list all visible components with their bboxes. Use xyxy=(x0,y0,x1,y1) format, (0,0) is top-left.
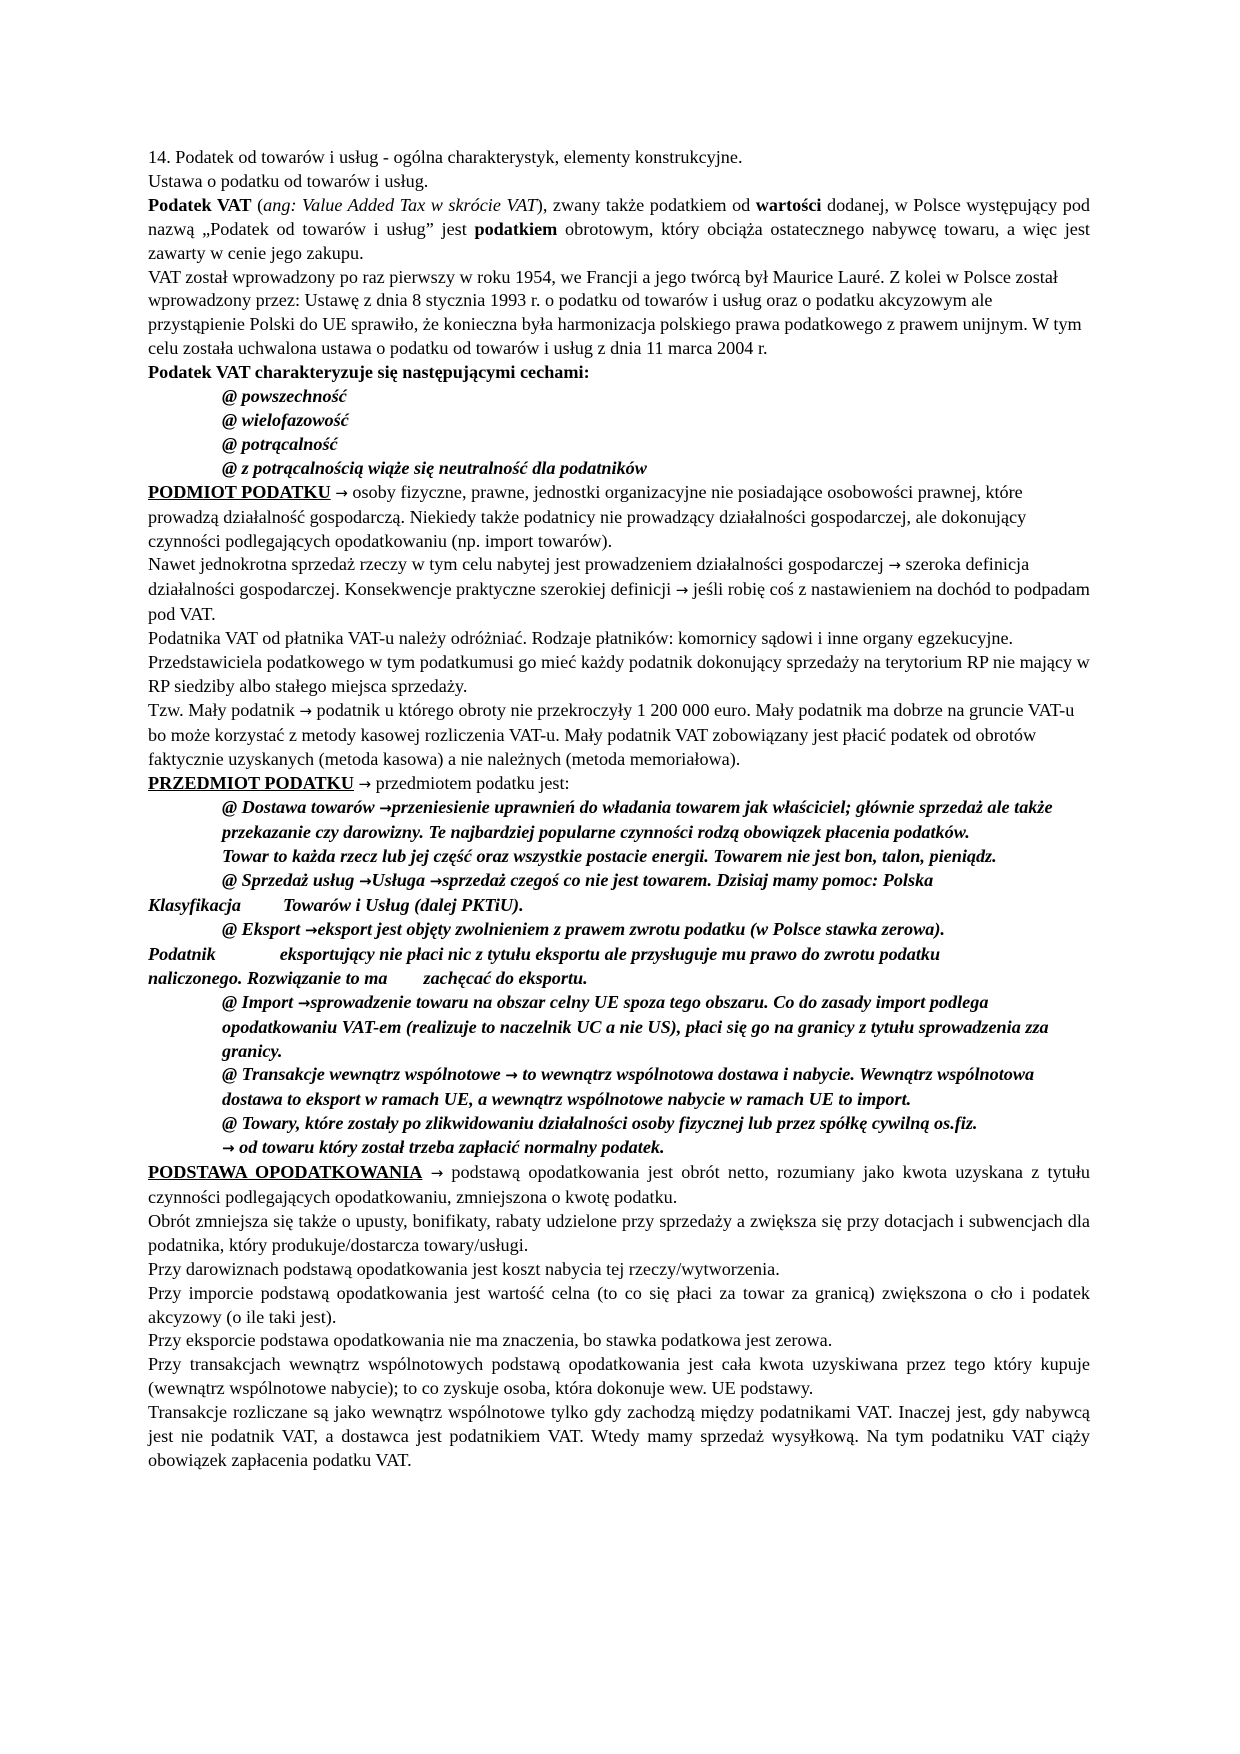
arrow-icon: → xyxy=(379,799,392,818)
features-heading: Podatek VAT charakteryzuje się następującymi cechami: xyxy=(148,362,590,383)
list-item: @ Transakcje wewnątrz wspólnotowe → to wewnątrz wspólnotowa dostawa i nabycie. Wewnątrz wspólnotowa dostawa to eksport w ramach UE, a wewnątrz wspólnotowe nabycie w ramach UE to import. xyxy=(222,1064,1035,1110)
feature-item: @ powszechność xyxy=(222,386,347,407)
arrow-icon: → xyxy=(430,1164,444,1183)
podmiot-paragraph-3: Podatnika VAT od płatnika VAT-u należy odróżniać. Rodzaje płatników: komornicy sądowi i inne organy egzekucyjne. xyxy=(148,628,1014,649)
podmiot-paragraph: PODMIOT PODATKU → osoby fizyczne, prawne, jednostki organizacyjne nie posiadające osobowości prawnej, które prowadzą działalność gospodarczą. Niekiedy także podatnicy nie prowadzący działalności gospodarczej, ale dokonujący czynności podlegających opodatkowaniu (np. import towarów). xyxy=(148,481,1027,551)
arrow-icon: → xyxy=(888,556,901,575)
list-item: @ Sprzedaż usług →Usługa →sprzedaż czegoś co nie jest towarem. Dzisiaj mamy pomoc: Polska xyxy=(222,870,934,891)
section-title: 14. Podatek od towarów i usług - ogólna charakterystyk, elementy konstrukcyjne. xyxy=(148,147,743,167)
przedmiot-list xyxy=(148,796,1090,1161)
arrow-icon: → xyxy=(505,1066,518,1085)
vat-term: Podatek VAT xyxy=(148,194,252,215)
list-item-continued: Klasyfikacja Towarów i Usług (dalej PKTiU). xyxy=(148,895,524,916)
intro-paragraph: Podatek VAT (ang: Value Added Tax w skrócie VAT), zwany także podatkiem od wartości dodanej, w Polsce występujący pod nazwą „Podatek od towarów i usług” jest podatkiem obrotowym, który obciąża ostatecznego nabywcę towaru, a więc jest zawarty w cenie jego zakupu. xyxy=(148,194,1091,263)
list-item: @ Import →sprowadzenie towaru na obszar celny UE spoza tego obszaru. Co do zasady import podlega opodatkowaniu VAT-em (realizuje to naczelnik UC a nie US), płaci się go na granicy z tytułu sprowadzenia zza granicy. xyxy=(222,991,1049,1061)
feature-item: @ potrącalność xyxy=(222,433,338,454)
feature-item: @ wielofazowość xyxy=(222,409,349,430)
przedmiot-heading: PRZEDMIOT PODATKU xyxy=(148,772,354,793)
arrow-icon: → xyxy=(222,1139,235,1158)
podstawa-paragraph-2: Obrót zmniejsza się także o upusty, bonifikaty, rabaty udzielone przy sprzedaży a zwiększa się przy dotacjach i subwencjach dla podatnika, który produkuje/dostarcza towary/usługi. xyxy=(148,1210,1090,1255)
arrow-icon: → xyxy=(358,872,372,891)
podstawa-paragraph-4: Przy imporcie podstawą opodatkowania jest wartość celna (to co się płaci za towar za granicą) zwiększona o cło i podatek akcyzowy (o ile taki jest). xyxy=(148,1282,1090,1327)
list-item: @ Dostawa towarów →przeniesienie uprawnień do władania towarem jak właściciel; głównie sprzedaż ale także przekazanie czy darowizny. Te najbardziej popularne czynności rodzą obowiązek płacenia podatków. xyxy=(222,797,1053,843)
podstawa-paragraph-5: Przy eksporcie podstawa opodatkowania nie ma znaczenia, bo stawka podatkowa jest zerowa. xyxy=(148,1330,833,1351)
list-item-continued: naliczonego. Rozwiązanie to ma zachęcać do eksportu. xyxy=(148,967,588,988)
podstawa-paragraph-6: Przy transakcjach wewnątrz wspólnotowych podstawą opodatkowania jest cała kwota uzyskiwana przez tego który kupuje (wewnątrz wspólnotowe nabycie); to co zyskuje osoba, która dokonuje wew. UE podstawy. xyxy=(148,1354,1090,1399)
podmiot-paragraph-4: Przedstawiciela podatkowego w tym podatkumusi go mieć każdy podatnik dokonujący sprzedaży na terytorium RP nie mający w RP siedziby albo stałego miejsca sprzedaży. xyxy=(148,652,1090,696)
podmiot-paragraph-5: Tzw. Mały podatnik → podatnik u którego obroty nie przekroczyły 1 200 000 euro. Mały podatnik ma dobrze na gruncie VAT-u bo może korzystać z metody kasowej rozliczenia VAT-u. Mały podatnik VAT zobowiązany jest płacić podatek od obrotów faktycznie uzyskanych (metoda kasowa) a nie należnych (metoda memoriałowa). xyxy=(148,699,1075,769)
podmiot-paragraph-2: Nawet jednokrotna sprzedaż rzeczy w tym celu nabytej jest prowadzeniem działalności gospodarczej → szeroka definicja działalności gospodarczej. Konsekwencje praktyczne szerokiej definicji → jeśli robię coś z nastawieniem na dochód to podpadam pod VAT. xyxy=(148,554,1090,625)
podmiot-heading: PODMIOT PODATKU xyxy=(148,481,331,502)
act-reference: Ustawa o podatku od towarów i usług. xyxy=(148,170,429,191)
list-item: @ Eksport →eksport jest objęty zwolnieniem z prawem zwrotu podatku (w Polsce stawka zerowa). xyxy=(222,919,945,939)
list-item: @ Towary, które zostały po zlikwidowaniu działalności osoby fizycznej lub przez spółkę cywilną os.fiz. → od towaru który został trzeba zapłacić normalny podatek. xyxy=(222,1113,978,1158)
list-item: Towar to każda rzecz lub jej część oraz wszystkie postacie energii. Towarem nie jest bon, talon, pieniądz. xyxy=(222,846,997,867)
english-name: ang: Value Added Tax w skrócie VAT xyxy=(263,194,537,215)
arrow-icon: → xyxy=(358,774,372,793)
arrow-icon: → xyxy=(297,993,311,1012)
arrow-icon: → xyxy=(429,872,443,891)
arrow-icon: → xyxy=(335,483,348,502)
arrow-icon: → xyxy=(304,921,318,939)
przedmiot-paragraph: PRZEDMIOT PODATKU → przedmiotem podatku jest: xyxy=(148,772,570,793)
feature-item: @ z potrącalnością wiąże się neutralność dla podatników xyxy=(222,457,647,478)
arrow-icon: → xyxy=(675,581,689,600)
podstawa-paragraph-7: Transakcje rozliczane są jako wewnątrz wspólnotowe tylko gdy zachodzą między podatnikami VAT. Inaczej jest, gdy nabywcą jest nie podatnik VAT, a dostawca jest podatnikiem VAT. Wtedy mamy sprzedaż wysyłkową. Na tym podatniku VAT ciąży obowiązek zapłacenia podatku VAT. xyxy=(148,1402,1090,1470)
podstawa-paragraph-3: Przy darowiznach podstawą opodatkowania jest koszt nabycia tej rzeczy/wytworzenia. xyxy=(148,1258,780,1279)
list-item-continued: Podatnik eksportujący nie płaci nic z tytułu eksportu ale przysługuje mu prawo do zwrotu podatku xyxy=(148,943,941,964)
arrow-icon: → xyxy=(299,701,312,720)
podstawa-heading: PODSTAWA OPODATKOWANIA xyxy=(148,1162,423,1183)
podstawa-paragraph: PODSTAWA OPODATKOWANIA → podstawą opodatkowania jest obrót netto, rozumiany jako kwota uzyskana z tytułu czynności podlegających opodatkowaniu, zmniejszona o kwotę podatku. xyxy=(148,1162,1090,1207)
history-paragraph: VAT został wprowadzony po raz pierwszy w roku 1954, we Francji a jego twórcą był Maurice Lauré. Z kolei w Polsce został wprowadzony przez: Ustawę z dnia 8 stycznia 1993 r. o podatku od towarów i usług oraz o podatku akcyzowym ale przystąpienie Polski do UE sprawiło, że konieczna była harmonizacja polskiego prawa podatkowego z prawem unijnym. W tym celu została uchwalona ustawa o podatku od towarów i usług z dnia 11 marca 2004 r. xyxy=(148,266,1082,359)
